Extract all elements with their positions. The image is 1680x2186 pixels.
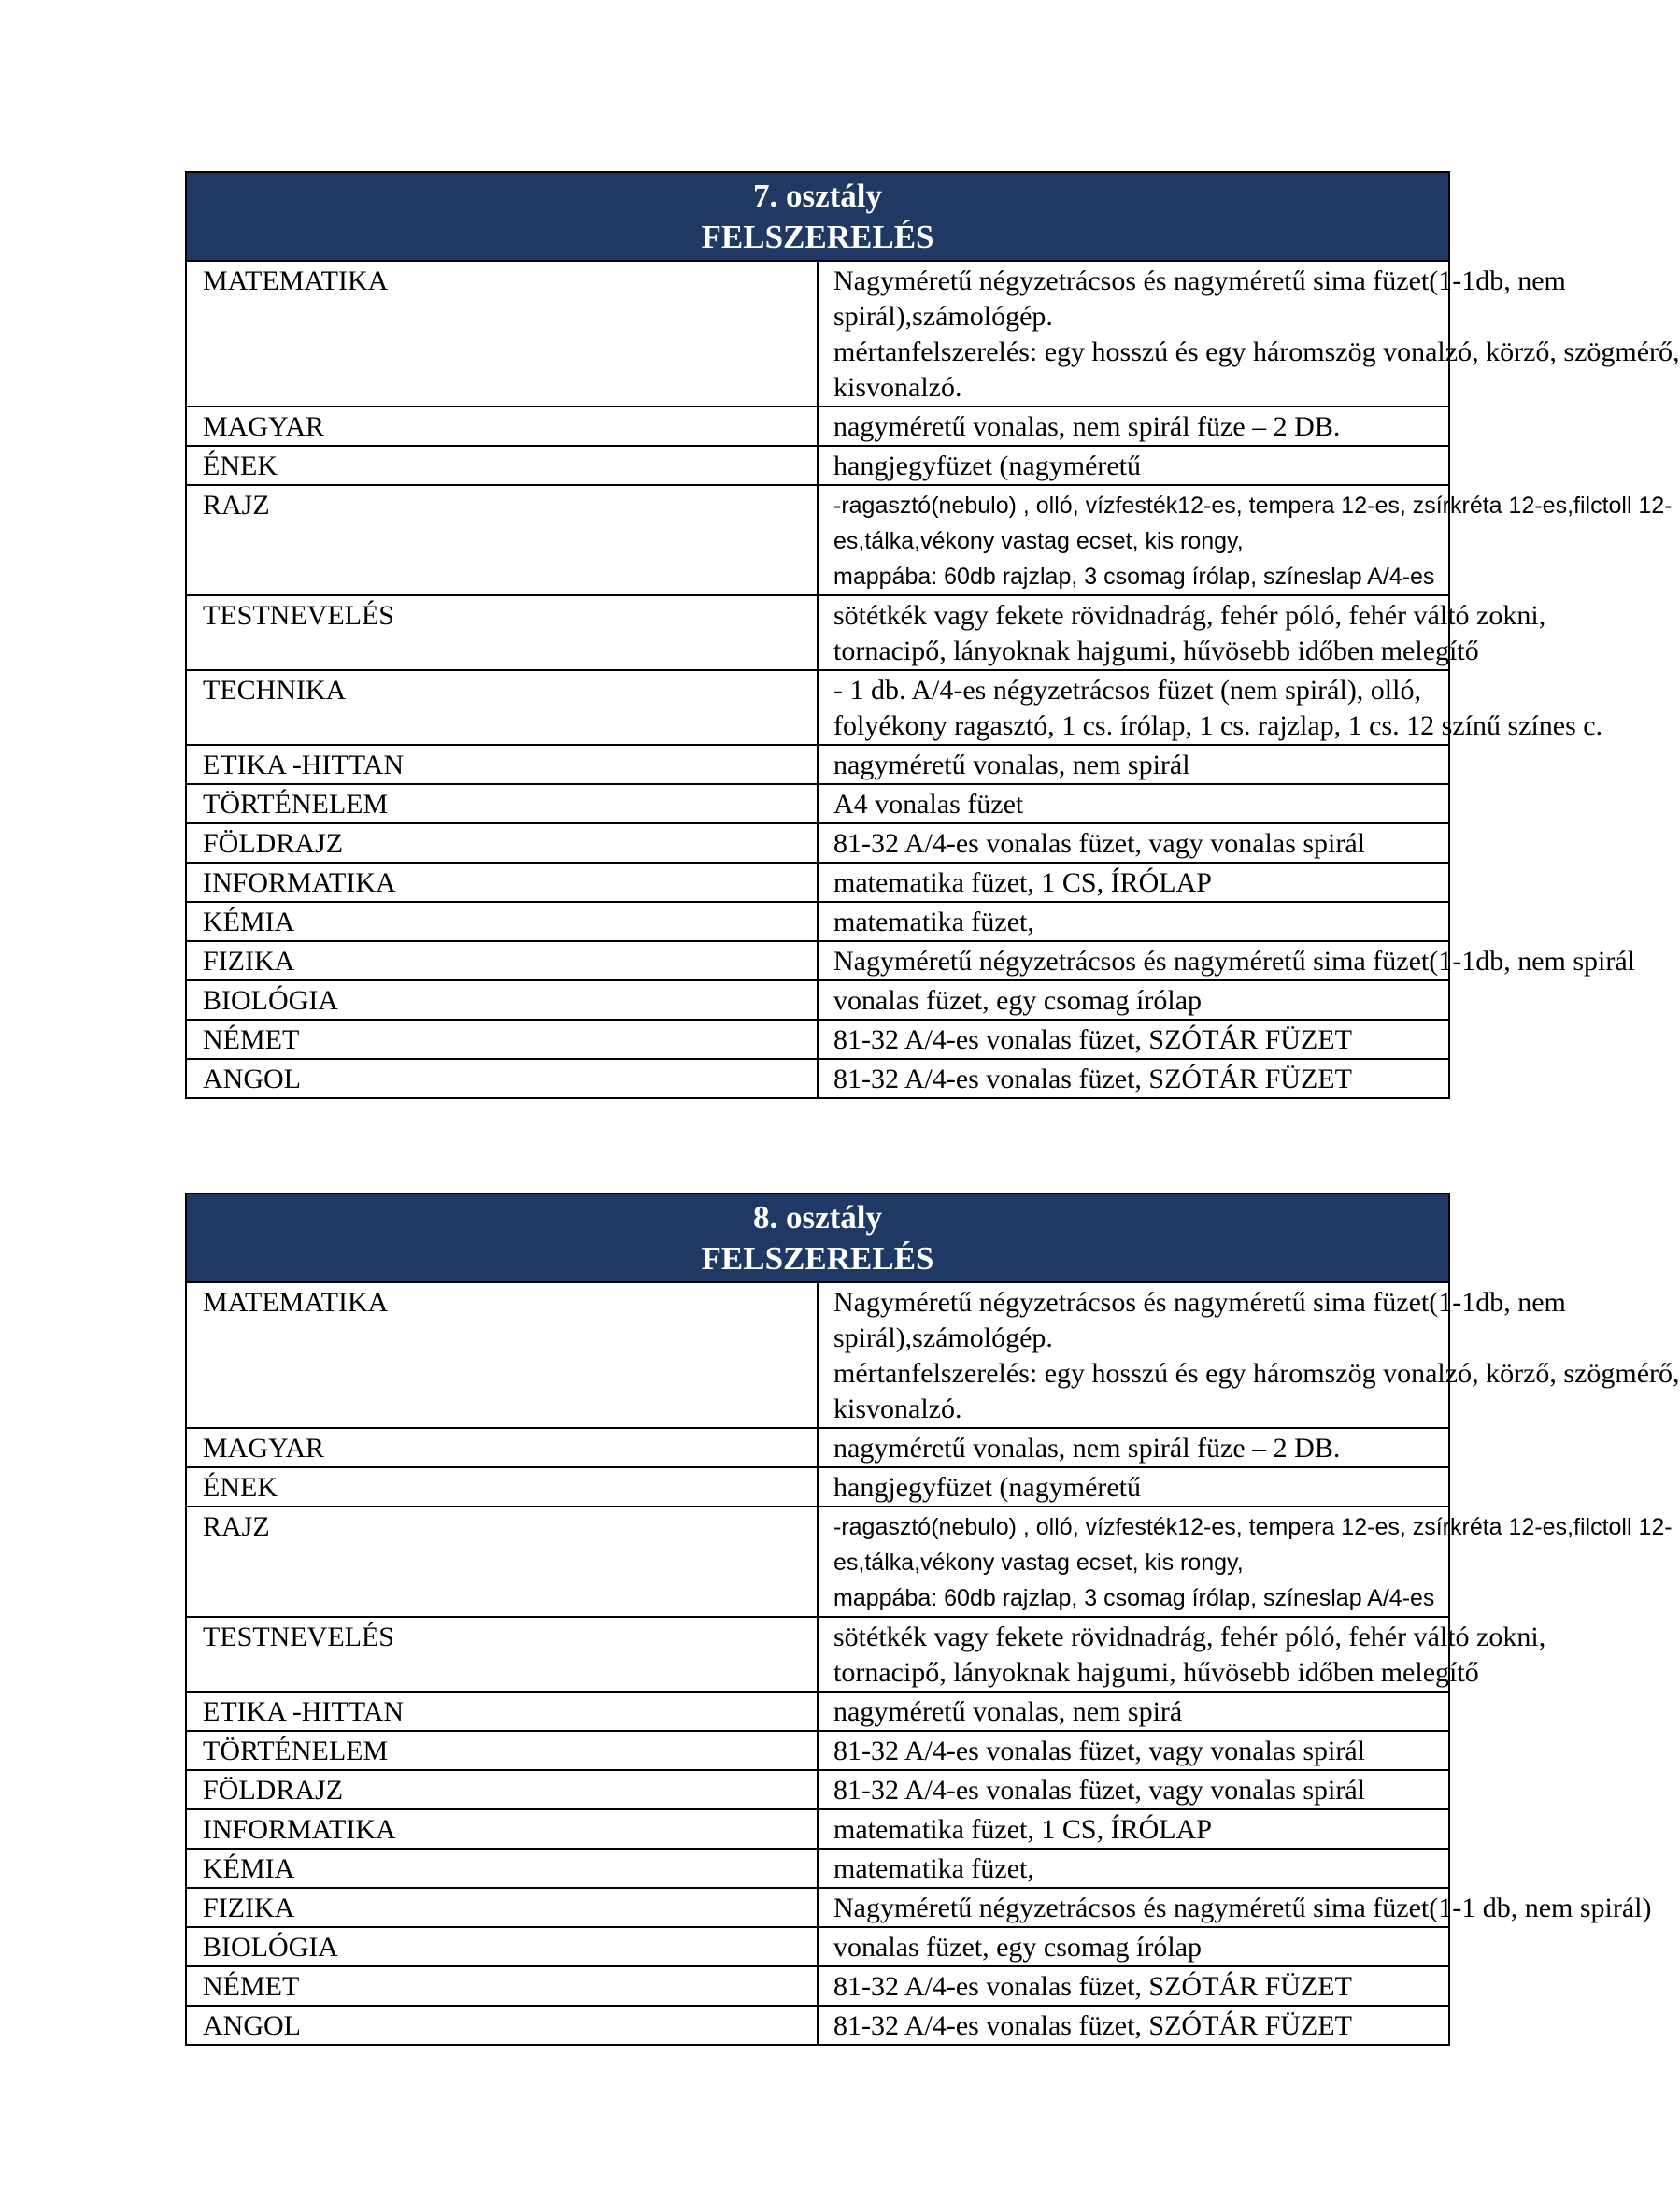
subject-cell: MAGYAR [186, 1428, 818, 1467]
equipment-line: - 1 db. A/4-es négyzetrácsos füzet (nem spirál), olló, [833, 675, 1421, 706]
equipment-line: 81-32 A/4-es vonalas füzet, vagy vonalas spirál [833, 1736, 1366, 1766]
equipment-cell [818, 941, 1636, 980]
table-row [186, 485, 1449, 595]
equipment-cell [818, 1507, 1673, 1617]
equipment-cell [818, 1282, 1680, 1428]
subject-cell: KÉMIA [186, 1849, 818, 1888]
subject-cell: TESTNEVELÉS [186, 595, 818, 670]
grade-title: 7. osztály [752, 178, 883, 214]
subject-cell: FÖLDRAJZ [186, 823, 818, 863]
equipment-cell [818, 823, 1449, 863]
table-row [186, 980, 1449, 1020]
equipment-line: mértanfelszerelés: egy hosszú és egy háromszög vonalzó, körző, szögmérő, [833, 1358, 1680, 1389]
equipment-line: 81-32 A/4-es vonalas füzet, vagy vonalas spirál [833, 828, 1366, 859]
equipment-line: es,tálka,vékony vastag ecset, kis rongy, [833, 1550, 1244, 1576]
table-row [186, 1966, 1449, 2006]
subject-cell: KÉMIA [186, 902, 818, 941]
equipment-line: vonalas füzet, egy csomag írólap [833, 985, 1203, 1016]
equipment-line: spirál),számológép. [833, 301, 1053, 332]
equipment-cell [818, 1849, 1449, 1888]
table-row [186, 1731, 1449, 1770]
equipment-line: -ragasztó(nebulo) , olló, vízfesték12-es, tempera 12-es, zsírkréta 12-es,filctoll 12- [833, 493, 1673, 519]
equipment-cell [818, 1888, 1652, 1927]
equipment-line: Nagyméretű négyzetrácsos és nagyméretű sima füzet(1-1db, nem [833, 1287, 1566, 1318]
grade-title: 8. osztály [752, 1199, 883, 1236]
equipment-line: vonalas füzet, egy csomag írólap [833, 1932, 1203, 1963]
equipment-line: kisvonalzó. [833, 372, 962, 403]
table-header [186, 172, 1449, 261]
equipment-line: matematika füzet, 1 CS, ÍRÓLAP [833, 1814, 1212, 1845]
equipment-cell [818, 1059, 1449, 1098]
equipment-line: Nagyméretű négyzetrácsos és nagyméretű sima füzet(1-1 db, nem spirál) [833, 1893, 1652, 1923]
subject-cell: BIOLÓGIA [186, 980, 818, 1020]
equipment-cell [818, 902, 1449, 941]
equipment-cell [818, 446, 1449, 485]
equipment-line: matematika füzet, [833, 1853, 1034, 1884]
table-header-row [186, 172, 1449, 261]
subject-cell: ÉNEK [186, 1467, 818, 1507]
table-row [186, 1849, 1449, 1888]
equipment-cell [818, 980, 1449, 1020]
subject-cell: INFORMATIKA [186, 863, 818, 902]
subject-cell: FIZIKA [186, 1888, 818, 1927]
equipment-cell [818, 745, 1449, 784]
equipment-cell [818, 2006, 1449, 2045]
table-row [186, 1770, 1449, 1809]
table-row [186, 1282, 1449, 1428]
subject-cell: TÖRTÉNELEM [186, 1731, 818, 1770]
subject-cell: RAJZ [186, 485, 818, 595]
subject-cell: ANGOL [186, 1059, 818, 1098]
equipment-cell [818, 1770, 1449, 1809]
table-row [186, 1809, 1449, 1849]
equipment-line: 81-32 A/4-es vonalas füzet, SZÓTÁR FÜZET [833, 1064, 1352, 1094]
table-row [186, 261, 1449, 407]
equipment-line: hangjegyfüzet (nagyméretű [833, 1472, 1142, 1503]
equipment-line: es,tálka,vékony vastag ecset, kis rongy, [833, 528, 1244, 554]
table-heading: FELSZERELÉS [701, 219, 934, 255]
equipment-cell [818, 863, 1449, 902]
equipment-cell [818, 1467, 1449, 1507]
equipment-line: tornacipő, lányoknak hajgumi, hűvösebb időben melegítő [833, 1657, 1479, 1688]
subject-cell: BIOLÓGIA [186, 1927, 818, 1966]
table-row [186, 1927, 1449, 1966]
equipment-cell [818, 1731, 1449, 1770]
subject-cell: NÉMET [186, 1966, 818, 2006]
subject-cell: INFORMATIKA [186, 1809, 818, 1849]
equipment-cell [818, 670, 1603, 745]
equipment-line: nagyméretű vonalas, nem spirál [833, 750, 1190, 780]
table-row [186, 1020, 1449, 1059]
equipment-line: 81-32 A/4-es vonalas füzet, vagy vonalas spirál [833, 1775, 1366, 1806]
equipment-line: matematika füzet, 1 CS, ÍRÓLAP [833, 867, 1212, 898]
equipment-cell [818, 784, 1449, 823]
table-row [186, 1617, 1449, 1692]
equipment-cell [818, 261, 1680, 407]
grade-7-equipment-table [185, 171, 1680, 1099]
equipment-line: hangjegyfüzet (nagyméretű [833, 450, 1142, 481]
equipment-line: mappába: 60db rajzlap, 3 csomag írólap, színeslap A/4-es [833, 564, 1435, 590]
equipment-cell [818, 595, 1546, 670]
subject-cell: FÖLDRAJZ [186, 1770, 818, 1809]
equipment-line: Nagyméretű négyzetrácsos és nagyméretű sima füzet(1-1db, nem [833, 265, 1566, 296]
table-row [186, 446, 1449, 485]
subject-cell: TECHNIKA [186, 670, 818, 745]
equipment-line: kisvonalzó. [833, 1393, 962, 1424]
equipment-line: nagyméretű vonalas, nem spirá [833, 1696, 1183, 1727]
table-row [186, 1467, 1449, 1507]
equipment-line: 81-32 A/4-es vonalas füzet, SZÓTÁR FÜZET [833, 1971, 1352, 2002]
table-body [186, 1193, 1680, 2045]
table-row [186, 407, 1449, 446]
table-header [186, 1193, 1449, 1282]
equipment-cell [818, 1428, 1449, 1467]
subject-cell: FIZIKA [186, 941, 818, 980]
table-row [186, 823, 1449, 863]
equipment-cell [818, 407, 1449, 446]
equipment-line: nagyméretű vonalas, nem spirál füze – 2 DB. [833, 411, 1341, 442]
table-row [186, 1428, 1449, 1467]
table-row [186, 1692, 1449, 1731]
subject-cell: MAGYAR [186, 407, 818, 446]
equipment-line: Nagyméretű négyzetrácsos és nagyméretű sima füzet(1-1db, nem spirál [833, 946, 1636, 977]
equipment-line: tornacipő, lányoknak hajgumi, hűvösebb időben melegítő [833, 636, 1479, 666]
subject-cell: ETIKA -HITTAN [186, 1692, 818, 1731]
equipment-cell [818, 485, 1673, 595]
equipment-line: mappába: 60db rajzlap, 3 csomag írólap, színeslap A/4-es [833, 1585, 1435, 1611]
subject-cell: NÉMET [186, 1020, 818, 1059]
equipment-cell [818, 1809, 1449, 1849]
equipment-cell [818, 1966, 1449, 2006]
table-row [186, 745, 1449, 784]
table-row [186, 941, 1449, 980]
subject-cell: MATEMATIKA [186, 261, 818, 407]
equipment-line: sötétkék vagy fekete rövidnadrág, fehér póló, fehér váltó zokni, [833, 600, 1546, 631]
table-row [186, 670, 1449, 745]
grade-8-equipment-table [185, 1193, 1680, 2046]
table-row [186, 902, 1449, 941]
subject-cell: TESTNEVELÉS [186, 1617, 818, 1692]
equipment-cell [818, 1020, 1449, 1059]
equipment-line: spirál),számológép. [833, 1322, 1053, 1353]
equipment-line: sötétkék vagy fekete rövidnadrág, fehér póló, fehér váltó zokni, [833, 1622, 1546, 1652]
equipment-cell [818, 1692, 1449, 1731]
subject-cell: ANGOL [186, 2006, 818, 2045]
equipment-line: -ragasztó(nebulo) , olló, vízfesték12-es, tempera 12-es, zsírkréta 12-es,filctoll 12- [833, 1514, 1673, 1540]
table-row [186, 1888, 1449, 1927]
subject-cell: MATEMATIKA [186, 1282, 818, 1428]
table-row [186, 784, 1449, 823]
subject-cell: ÉNEK [186, 446, 818, 485]
equipment-line: A4 vonalas füzet [833, 789, 1024, 820]
table-row [186, 1059, 1449, 1098]
equipment-line: nagyméretű vonalas, nem spirál füze – 2 DB. [833, 1433, 1341, 1464]
subject-cell: TÖRTÉNELEM [186, 784, 818, 823]
table-heading: FELSZERELÉS [701, 1240, 934, 1277]
table-header-row [186, 1193, 1449, 1282]
equipment-cell [818, 1617, 1546, 1692]
subject-cell: ETIKA -HITTAN [186, 745, 818, 784]
subject-cell: RAJZ [186, 1507, 818, 1617]
table-row [186, 863, 1449, 902]
equipment-line: matematika füzet, [833, 907, 1034, 937]
table-row [186, 2006, 1449, 2045]
table-row [186, 595, 1449, 670]
equipment-cell [818, 1927, 1449, 1966]
equipment-line: mértanfelszerelés: egy hosszú és egy háromszög vonalzó, körző, szögmérő, [833, 336, 1680, 367]
equipment-line: 81-32 A/4-es vonalas füzet, SZÓTÁR FÜZET [833, 2010, 1352, 2041]
equipment-line: 81-32 A/4-es vonalas füzet, SZÓTÁR FÜZET [833, 1024, 1352, 1055]
equipment-line: folyékony ragasztó, 1 cs. írólap, 1 cs. rajzlap, 1 cs. 12 színű színes c. [833, 710, 1603, 741]
table-row [186, 1507, 1449, 1617]
table-body [186, 172, 1680, 1098]
